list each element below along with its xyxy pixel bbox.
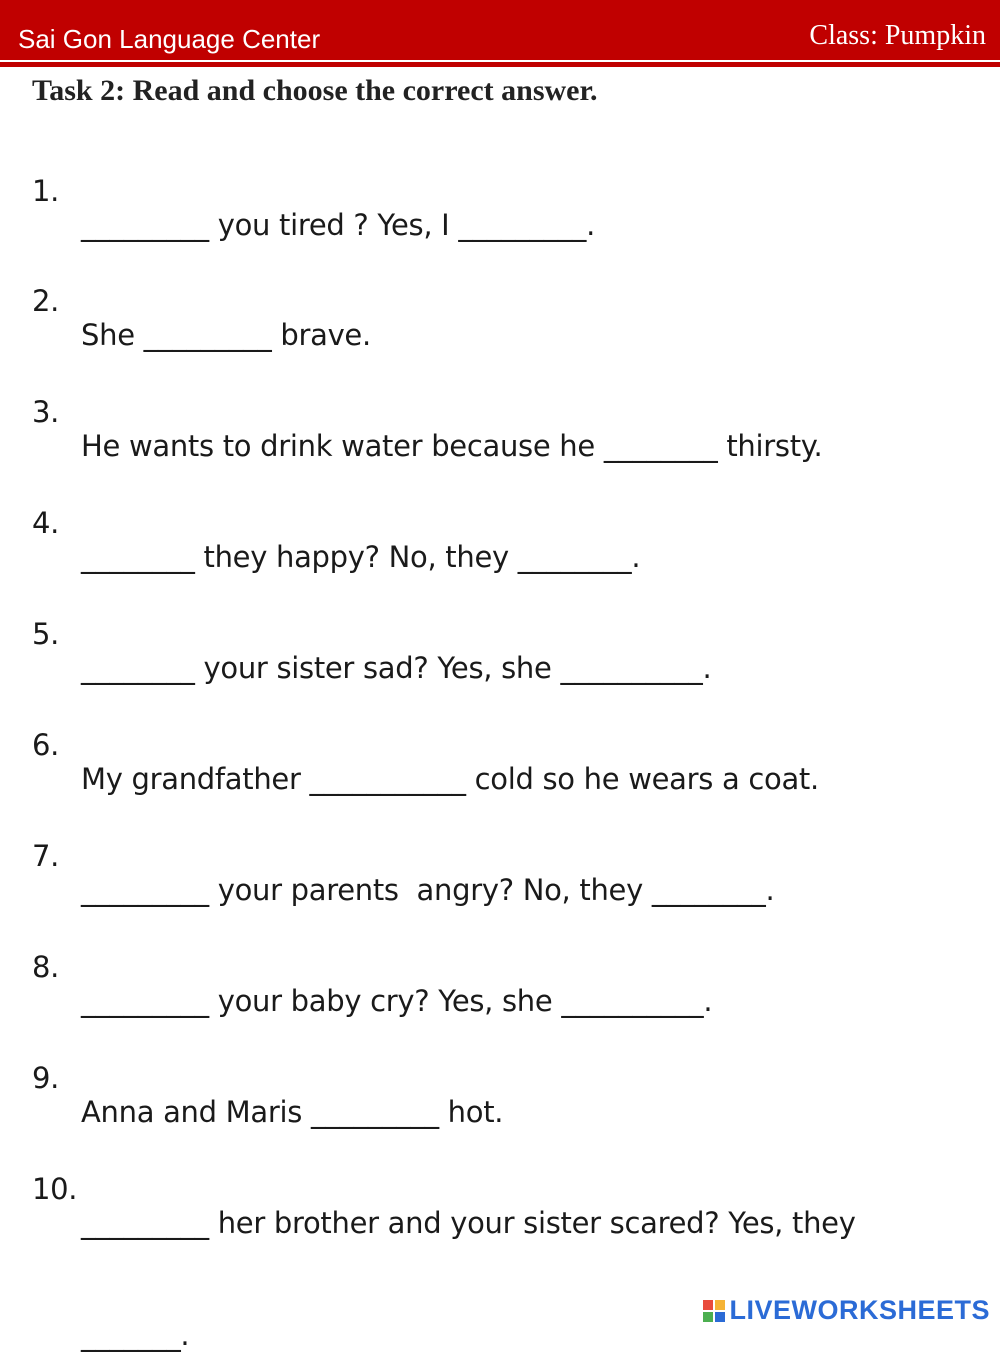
question-7[interactable] — [0, 805, 1000, 907]
question-10[interactable] — [0, 1138, 1000, 1240]
question-number: 8. — [32, 950, 60, 984]
question-number: 2. — [32, 284, 60, 318]
question-text: _________ your baby cry? Yes, she __________. — [81, 984, 713, 1018]
question-number: 10. — [32, 1172, 78, 1206]
question-number: 4. — [32, 506, 60, 540]
liveworksheets-logo[interactable] — [703, 1295, 990, 1326]
question-number: 1. — [32, 174, 60, 208]
question-number: 7. — [32, 839, 60, 873]
class-label: Class: Pumpkin — [809, 20, 986, 51]
question-6[interactable] — [0, 694, 1000, 796]
school-name: Sai Gon Language Center — [18, 24, 321, 54]
question-text: Anna and Maris _________ hot. — [81, 1095, 504, 1129]
question-text: He wants to drink water because he ________ thirsty. — [81, 429, 823, 463]
header-bar — [0, 0, 1000, 60]
question-text: She _________ brave. — [81, 318, 371, 352]
task-title: Task 2: Read and choose the correct answer. — [32, 74, 598, 107]
question-number: 9. — [32, 1061, 60, 1095]
question-9[interactable] — [0, 1027, 1000, 1129]
question-number: 6. — [32, 728, 60, 762]
question-text: _______. — [81, 1318, 190, 1352]
question-8[interactable] — [0, 916, 1000, 1018]
liveworksheets-logo-text: LIVEWORKSHEETS — [729, 1295, 990, 1325]
question-number: 5. — [32, 617, 60, 651]
question-number: 3. — [32, 395, 60, 429]
question-5[interactable] — [0, 583, 1000, 685]
question-text: ________ your sister sad? Yes, she __________. — [81, 651, 712, 685]
question-4[interactable] — [0, 472, 1000, 574]
question-text: _________ you tired ? Yes, I _________. — [81, 208, 596, 242]
question-text: _________ her brother and your sister scared? Yes, they — [81, 1206, 856, 1240]
liveworksheets-logo-icon — [703, 1300, 725, 1322]
question-3[interactable] — [0, 361, 1000, 463]
question-text: _________ your parents angry? No, they ________. — [81, 873, 775, 907]
question-1[interactable] — [0, 140, 1000, 242]
question-2[interactable] — [0, 250, 1000, 352]
question-text: My grandfather ___________ cold so he wears a coat. — [81, 762, 819, 796]
header-divider — [0, 62, 1000, 67]
question-text: ________ they happy? No, they ________. — [81, 540, 641, 574]
